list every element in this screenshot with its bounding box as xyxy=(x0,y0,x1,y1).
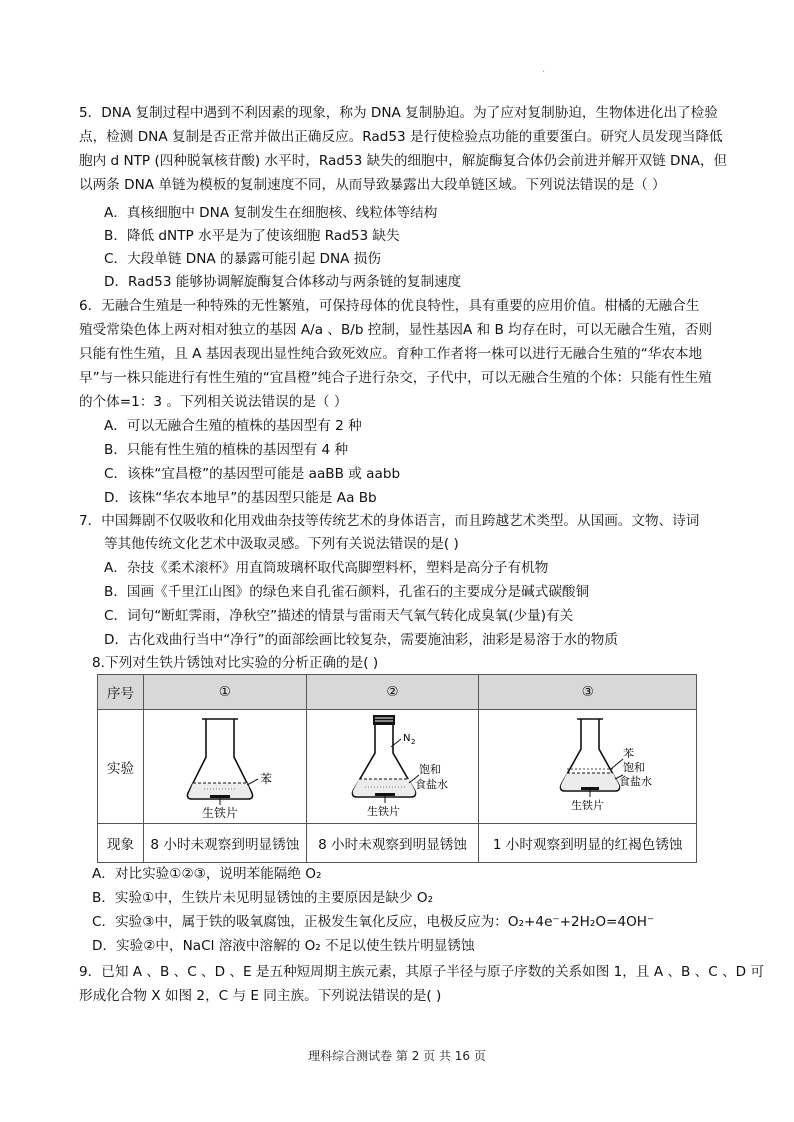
q8-stem: 8.下列对生铁片锈蚀对比实验的分析正确的是( ) xyxy=(92,655,379,671)
q5-stem-line-3: 胞内 d NTP (四种脱氧核苷酸) 水平时，Rad53 缺失的细胞中，解旋酶复合体仍会前进并解开双链 DNA，但 xyxy=(79,153,728,169)
result-1: 8 小时未观察到明显锈蚀 xyxy=(144,824,307,863)
flask-3-plate-label: 生铁片 xyxy=(570,798,604,812)
q8-option-c: C．实验③中，属于铁的吸氧腐蚀，正极发生氧化反应，电极反应为：O₂+4e⁻+2H₂O=4OH⁻ xyxy=(92,914,655,930)
q6-stem-line-2: 殖受常染色体上两对相对独立的基因 A/a 、B/b 控制，显性基因A 和 B 均存在时，可以无融合生殖，否则 xyxy=(79,322,713,338)
q9-stem-line-2: 形成化合物 X 如图 2，C 与 E 同主族。下列说法错误的是( ) xyxy=(79,988,442,1004)
header-index: 序号 xyxy=(98,675,144,710)
result-2: 8 小时未观察到明显锈蚀 xyxy=(306,824,479,863)
q5-option-a: A．真核细胞中 DNA 复制发生在细胞核、线粒体等结构 xyxy=(104,205,438,221)
flask-1-diagram xyxy=(150,713,300,821)
q5-stem-line-1: 5．DNA 复制过程中遇到不利因素的现象，称为 DNA 复制胁迫。为了应对复制胁迫，生物体进化出了检验 xyxy=(79,105,718,121)
flask-2-plate-label: 生铁片 xyxy=(366,804,400,818)
flask-cell-1 xyxy=(144,710,307,824)
q8-option-a: A．对比实验①②③，说明苯能隔绝 O₂ xyxy=(92,866,322,882)
flask-3-liquid-label-1: 饱和 xyxy=(622,760,645,774)
flask-2-liquid-label-1: 饱和 xyxy=(418,762,441,776)
flask-cell-2 xyxy=(306,710,479,824)
experiment-table xyxy=(97,674,697,863)
flask-2-gas-subscript: 2 xyxy=(410,737,415,746)
q6-stem-line-4: 早”与一株只能进行有性生殖的“宜昌橙”纯合子进行杂交，子代中，可以无融合生殖的个体：只能有性生殖 xyxy=(79,370,712,386)
q7-option-d: D．古化戏曲行当中“净行”的面部绘画比较复杂，需要施油彩，油彩是易溶于水的物质 xyxy=(104,632,618,648)
flask-1-liquid-label: 苯 xyxy=(259,771,272,786)
q6-option-d: D．该株“华农本地早”的基因型只能是 Aa Bb xyxy=(104,490,377,506)
q5-option-b: B．降低 dNTP 水平是为了使该细胞 Rad53 缺失 xyxy=(104,228,400,244)
q6-stem-line-1: 6．无融合生殖是一种特殊的无性繁殖，可保持母体的优良特性，具有重要的应用价值。柑橘的无融合生 xyxy=(79,298,700,314)
flask-2-gas-label: N xyxy=(402,732,410,744)
flask-3-liquid-label-2: 食盐水 xyxy=(618,774,652,788)
flask-3-diagram xyxy=(503,713,673,821)
header-exp-2: ② xyxy=(306,675,479,710)
flask-cell-3 xyxy=(479,710,697,824)
label-experiment: 实验 xyxy=(98,710,144,824)
q7-option-b: B．国画《千里江山图》的绿色来自孔雀石颜料，孔雀石的主要成分是碱式碳酸铜 xyxy=(104,584,590,600)
q5-stem-line-2: 点，检测 DNA 复制是否正常并做出正确反应。Rad53 是行使检验点功能的重要蛋白。研究人员发现当降低 xyxy=(79,129,723,145)
table-row-result xyxy=(98,824,697,863)
flask-1-plate-label: 生铁片 xyxy=(201,805,238,820)
flask-2-liquid-label-2: 食盐水 xyxy=(414,777,448,791)
top-dot: . xyxy=(542,64,546,75)
label-result: 现象 xyxy=(98,824,144,863)
flask-2-diagram xyxy=(313,713,473,821)
result-3: 1 小时观察到明显的红褐色锈蚀 xyxy=(479,824,697,863)
q6-stem-line-3: 只能有性生殖，且 A 基因表现出显性纯合致死效应。育种工作者将一株可以进行无融合生殖的“华农本地 xyxy=(79,346,703,362)
table-row-experiment xyxy=(98,710,697,824)
header-exp-3: ③ xyxy=(479,675,697,710)
q5-option-c: C．大段单链 DNA 的暴露可能引起 DNA 损伤 xyxy=(104,251,381,267)
q7-option-a: A．杂技《柔术滚杯》用直筒玻璃杯取代高脚塑料杯，塑料是高分子有机物 xyxy=(104,560,549,576)
flask-3-liquid-label-0: 苯 xyxy=(622,746,634,760)
q5-option-d: D．Rad53 能够协调解旋酶复合体移动与两条链的复制速度 xyxy=(104,274,462,290)
q9-stem-line-1: 9．已知 A 、B 、C 、D 、E 是五种短周期主族元素，其原子半径与原子序数的关系如图 1，且 A 、B 、C 、D 可 xyxy=(79,964,765,980)
q6-option-c: C．该株“宜昌橙”的基因型可能是 aaBB 或 aabb xyxy=(104,466,401,482)
page-footer: 理科综合测试卷 第 2 页 共 16 页 xyxy=(308,1049,486,1063)
table-header-row xyxy=(98,675,697,710)
q8-option-b: B．实验①中，生铁片未见明显锈蚀的主要原因是缺少 O₂ xyxy=(92,890,434,906)
q7-stem-line-2: 等其他传统文化艺术中汲取灵感。下列有关说法错误的是( ) xyxy=(104,536,459,552)
header-exp-1: ① xyxy=(144,675,307,710)
q7-option-c: C．词句“断虹霁雨，净秋空”描述的情景与雷雨天气氧气转化成臭氧(少量)有关 xyxy=(104,608,574,624)
q6-option-b: B．只能有性生殖的植株的基因型有 4 种 xyxy=(104,442,349,458)
q7-stem-line-1: 7．中国舞剧不仅吸收和化用戏曲杂技等传统艺术的身体语言，而且跨越艺术类型。从国画。文物、诗词 xyxy=(79,513,700,529)
q6-option-a: A．可以无融合生殖的植株的基因型有 2 种 xyxy=(104,418,362,434)
q5-stem-line-4: 以两条 DNA 单链为模板的复制速度不同，从而导致暴露出大段单链区域。下列说法错误的是（ ） xyxy=(79,177,666,193)
q6-stem-line-5: 的个体=1：3 。下列相关说法错误的是（ ） xyxy=(79,394,348,410)
q8-option-d: D．实验②中，NaCl 溶液中溶解的 O₂ 不足以使生铁片明显锈蚀 xyxy=(92,938,475,954)
